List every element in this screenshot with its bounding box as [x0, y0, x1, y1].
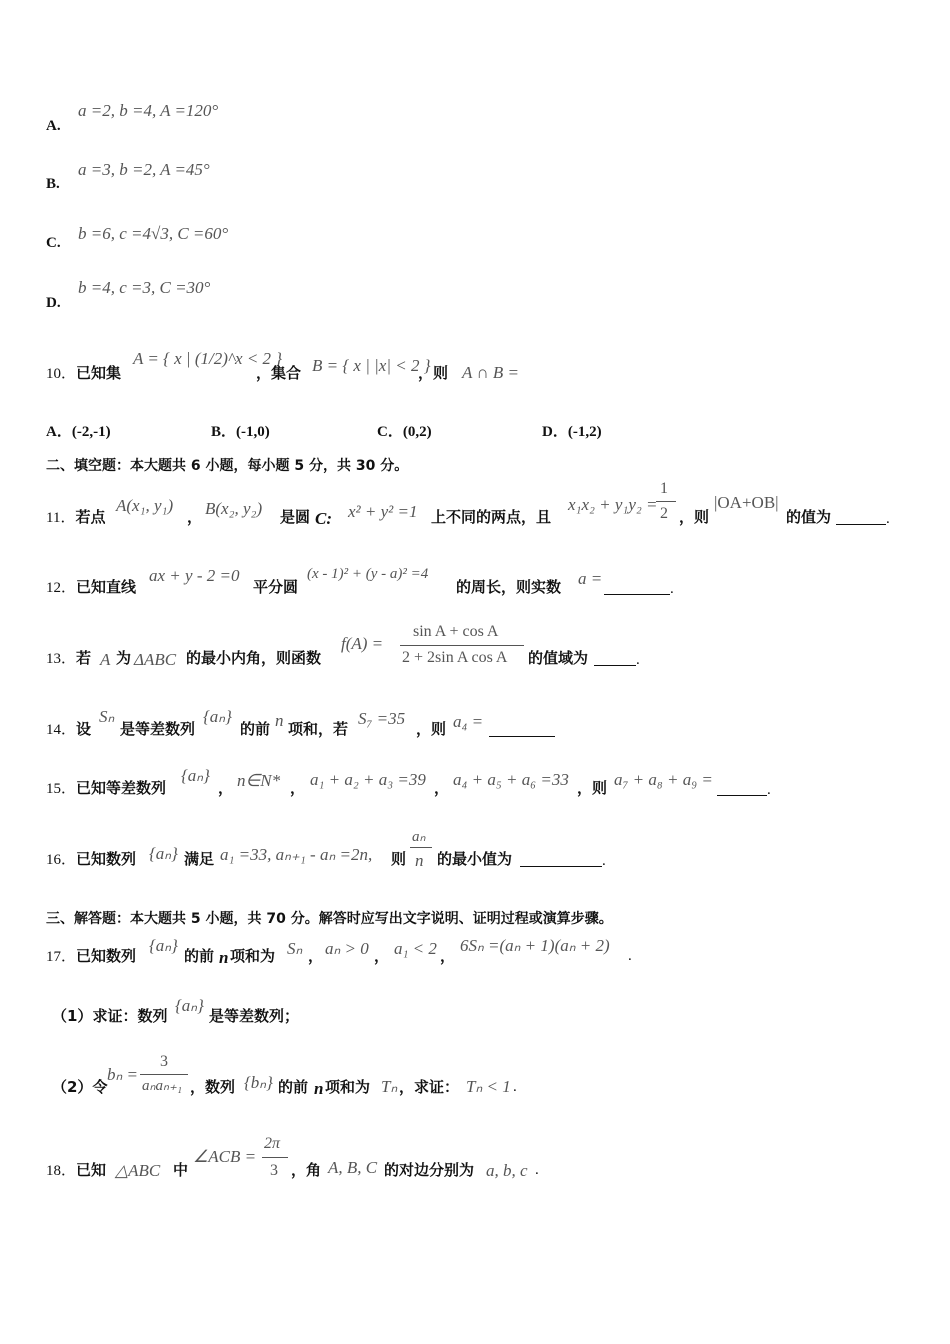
q16-text-3: 则	[391, 850, 407, 868]
question-12	[46, 580, 136, 596]
option-label: B．	[211, 424, 237, 440]
prev-option-c-math: b =6, c =4√3, C =60°	[78, 224, 229, 243]
q10-text-1: 已知集	[76, 364, 122, 382]
option-value: (-2,-1)	[71, 424, 111, 440]
q12-text-3: 的周长，则实数	[456, 578, 562, 596]
q18-text-1: 已知	[76, 1161, 107, 1179]
q17-2-end: .	[513, 1079, 517, 1095]
prev-option-a	[46, 118, 61, 134]
q17-1-text-2: 是等差数列；	[209, 1007, 300, 1025]
q10-expression: A ∩ B =	[462, 363, 519, 382]
triangle-abc: △ABC	[115, 1161, 161, 1180]
fraction-numerator: 1	[660, 480, 668, 497]
question-number: 17．	[46, 949, 77, 965]
fraction-numerator: 2π	[264, 1135, 281, 1152]
question-11	[46, 510, 105, 526]
q17-2-text-3: 的前	[278, 1078, 309, 1096]
q17-text-4: ，	[308, 947, 324, 965]
q16-answer-blank[interactable]	[520, 852, 606, 869]
sum-tn: Tₙ	[381, 1077, 398, 1096]
question-14	[46, 722, 91, 738]
q11-end: .	[886, 511, 890, 527]
variable-n: n	[219, 948, 229, 967]
fraction-denominator: aₙaₙ₊₁	[142, 1078, 183, 1094]
option-value: (0,2)	[402, 424, 432, 440]
option-label: C．	[377, 424, 403, 440]
variable-n: n	[314, 1079, 324, 1098]
option-label: A.	[46, 118, 61, 134]
set-b: B = { x | |x| < 2 }	[312, 356, 431, 375]
q16-condition: a₁ =33, aₙ₊₁ - aₙ =2n,	[220, 845, 373, 864]
q16-text-1: 已知数列	[76, 850, 137, 868]
q14-text-4: 项和，若	[288, 720, 349, 738]
sequence-an: {aₙ}	[149, 936, 178, 955]
sequence-an: {aₙ}	[203, 707, 232, 726]
q14-answer-blank[interactable]	[489, 722, 555, 738]
q10-option-b[interactable]	[211, 425, 270, 440]
q16-end: .	[602, 853, 606, 869]
sequence-an: {aₙ}	[181, 766, 210, 785]
q17-2-text-4: 项和为	[325, 1078, 371, 1096]
side-names: a, b, c	[486, 1161, 528, 1180]
q11-answer-blank[interactable]	[836, 510, 890, 527]
q18-end: .	[535, 1162, 539, 1178]
function-denominator: 2 + 2sin A cos A	[402, 649, 508, 666]
q14-text-3: 的前	[240, 720, 271, 738]
fraction-bar	[656, 501, 676, 502]
fraction-bar	[140, 1074, 188, 1075]
q12-text-1: 已知直线	[76, 578, 137, 596]
condition-1: a₁ + a₂ + a₃ =39	[310, 770, 426, 789]
question-number: 14．	[46, 722, 77, 738]
q18-text-4: 的对边分别为	[384, 1161, 475, 1179]
question-17	[46, 949, 136, 965]
q16-text-4: 的最小值为	[437, 850, 513, 868]
prev-option-a-math: a =2, b =4, A =120°	[78, 101, 219, 120]
question-number: 16．	[46, 852, 77, 868]
option-label: B.	[46, 176, 60, 192]
q12-answer-blank[interactable]	[604, 580, 674, 597]
q17-1-text-1: 求证：数列	[92, 1007, 168, 1025]
section-3-heading: 三、解答题：本大题共 5 小题，共 70 分。解答时应写出文字说明、证明过程或演算步骤。	[46, 911, 613, 927]
question-16	[46, 852, 136, 868]
q15-end: .	[767, 782, 771, 798]
q14-text-5: ，则	[416, 720, 447, 738]
prev-option-d	[46, 295, 61, 311]
q17-end: .	[628, 948, 632, 964]
q15-text-2: ，	[218, 779, 234, 797]
q12-text-2: 平分圆	[253, 578, 299, 596]
q13-text-1: 若	[76, 649, 92, 667]
sum-sn: Sₙ	[287, 939, 303, 958]
angle-acb: ∠ACB =	[193, 1147, 257, 1166]
q10-option-a[interactable]	[46, 425, 111, 440]
question-number: 11．	[46, 510, 76, 526]
sequence-an: {aₙ}	[175, 996, 204, 1015]
tn-inequality: Tₙ < 1	[466, 1077, 511, 1096]
point-a: A(x₁, y₁)	[116, 496, 174, 515]
q15-text-3: ，	[290, 779, 306, 797]
prev-option-c	[46, 235, 61, 251]
q13-answer-blank[interactable]	[594, 651, 640, 668]
condition-a1: a₁ < 2	[394, 939, 437, 958]
fraction-bar	[410, 847, 432, 848]
q15-answer-blank[interactable]	[717, 781, 771, 798]
option-label: D.	[46, 295, 61, 311]
question-13	[46, 651, 91, 667]
angle-names: A, B, C	[328, 1158, 378, 1177]
triangle-abc: ΔABC	[134, 650, 177, 669]
q11-text-5: ，则	[679, 508, 710, 526]
part-number: （1）	[52, 1007, 93, 1025]
vector-magnitude: |OA+OB|	[714, 493, 779, 512]
point-b: B(x₂, y₂)	[205, 499, 263, 518]
question-15	[46, 781, 166, 797]
sum-sn: Sₙ	[99, 707, 115, 726]
q13-text-4: 的值域为	[528, 649, 589, 667]
bn-definition: bₙ =	[107, 1065, 138, 1084]
condition-positive: aₙ > 0	[325, 939, 369, 958]
sequence-an: {aₙ}	[149, 844, 178, 863]
fraction-denominator: n	[415, 851, 424, 870]
fraction-bar	[400, 645, 524, 646]
q12-expression: a =	[578, 569, 603, 588]
fraction-denominator: 2	[660, 505, 668, 522]
q11-text-6: 的值为	[786, 508, 832, 526]
q15-text-1: 已知等差数列	[76, 779, 167, 797]
set-a: A = { x | (1/2)^x < 2 }	[133, 349, 283, 368]
q17-text-3: 项和为	[230, 947, 276, 965]
function-f: f(A) =	[341, 634, 384, 653]
prev-option-b-math: a =3, b =2, A =45°	[78, 160, 210, 179]
option-value: (-1,0)	[236, 424, 270, 440]
angle-a: A	[100, 650, 111, 669]
q15-expression: a₇ + a₈ + a₉ =	[614, 770, 713, 789]
circle-equation: x² + y² =1	[348, 502, 418, 521]
q14-text-1: 设	[76, 720, 92, 738]
q17-text-1: 已知数列	[76, 947, 137, 965]
prev-option-d-math: b =4, c =3, C =30°	[78, 278, 211, 297]
q18-text-2: 中	[173, 1161, 189, 1179]
q17-part-1	[52, 1009, 167, 1024]
q17-2-text-5: ，求证：	[399, 1078, 460, 1096]
circle-equation: (x - 1)² + (y - a)² =4	[307, 566, 429, 582]
option-label: D．	[542, 424, 568, 440]
option-label: C.	[46, 235, 61, 251]
q17-2-text-1: 令	[92, 1078, 108, 1096]
option-label: A．	[46, 424, 72, 440]
q12-end: .	[670, 581, 674, 597]
variable-n: n	[275, 711, 284, 730]
q17-text-2: 的前	[184, 947, 215, 965]
q17-part-2	[52, 1080, 107, 1095]
q13-end: .	[636, 652, 640, 668]
question-number: 12．	[46, 580, 77, 596]
prev-option-b	[46, 176, 60, 192]
q13-text-3: 的最小内角，则函数	[186, 649, 322, 667]
option-value: (-1,2)	[567, 424, 602, 440]
q14-text-2: 是等差数列	[120, 720, 196, 738]
q10-text-2: ，集合	[256, 364, 302, 382]
q14-a4: a₄ =	[453, 712, 484, 731]
q13-text-2: 为	[116, 649, 132, 667]
fraction-bar	[262, 1157, 288, 1158]
q15-text-5: ，则	[577, 779, 608, 797]
q16-text-2: 满足	[184, 850, 215, 868]
q10-text-3: ，则	[418, 364, 449, 382]
q11-text-3: 是圆	[280, 508, 311, 526]
q11-text-2: ，	[187, 508, 203, 526]
question-18	[46, 1163, 106, 1179]
q17-text-5: ，	[374, 947, 390, 965]
q18-text-3: ，角	[291, 1161, 322, 1179]
q17-text-6: ，	[440, 947, 456, 965]
fraction-numerator: aₙ	[412, 829, 426, 845]
sequence-bn: {bₙ}	[244, 1073, 273, 1092]
condition-2: a₄ + a₅ + a₆ =33	[453, 770, 569, 789]
question-number: 10．	[46, 366, 77, 382]
question-number: 15．	[46, 781, 77, 797]
circle-c-label: C:	[315, 509, 332, 528]
q14-condition: S₇ =35	[358, 709, 406, 728]
question-10	[46, 366, 121, 382]
q15-text-4: ，	[434, 779, 450, 797]
recurrence-condition: 6Sₙ =(aₙ + 1)(aₙ + 2)	[460, 936, 610, 955]
line-equation: ax + y - 2 =0	[149, 566, 240, 585]
question-number: 13．	[46, 651, 77, 667]
q10-option-c[interactable]	[377, 425, 432, 440]
q11-text-1: 若点	[75, 508, 106, 526]
fraction-numerator: 3	[160, 1053, 168, 1070]
q11-text-4: 上不同的两点，且	[431, 508, 552, 526]
part-number: （2）	[52, 1078, 93, 1096]
fraction-denominator: 3	[270, 1162, 278, 1179]
section-2-heading: 二、填空题：本大题共 6 小题，每小题 5 分，共 30 分。	[46, 458, 409, 474]
question-number: 18．	[46, 1163, 77, 1179]
n-in-naturals: n∈N*	[237, 771, 281, 790]
dot-product-condition: x₁x₂ + y₁y₂ =	[568, 495, 658, 514]
q10-option-d[interactable]	[542, 425, 602, 440]
function-numerator: sin A + cos A	[413, 623, 499, 640]
q17-2-text-2: ，数列	[190, 1078, 236, 1096]
